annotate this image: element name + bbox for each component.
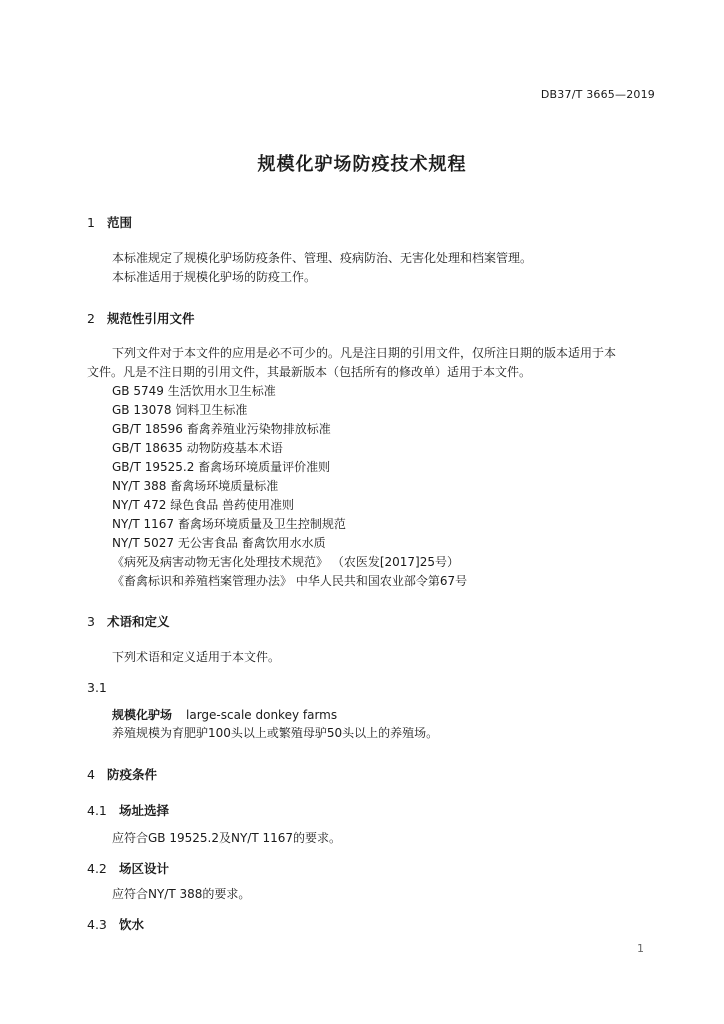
reference-item: GB/T 18596 畜禽养殖业污染物排放标准 (112, 422, 331, 436)
reference-item: 《畜禽标识和养殖档案管理办法》 中华人民共和国农业部令第67号 (112, 574, 468, 588)
section-number: 2 (87, 311, 95, 326)
subsection-4-2-text: 应符合NY/T 388的要求。 (112, 887, 251, 901)
section-title: 规范性引用文件 (107, 311, 195, 326)
section-1-paragraph-1: 本标准规定了规模化驴场防疫条件、管理、疫病防治、无害化处理和档案管理。 (112, 251, 533, 265)
page-number: 1 (637, 942, 644, 955)
reference-item: 《病死及病害动物无害化处理技术规范》 （农医发[2017]25号） (112, 555, 459, 569)
section-3-intro: 下列术语和定义适用于本文件。 (112, 650, 281, 664)
subsection-3-1-number (87, 680, 107, 695)
subsection-title: 场区设计 (119, 861, 170, 876)
section-3-heading (87, 612, 170, 630)
section-number: 4 (87, 767, 95, 782)
reference-item: NY/T 1167 畜禽场环境质量及卫生控制规范 (112, 517, 346, 531)
subsection-number: 4.3 (87, 917, 107, 932)
section-1-heading (87, 213, 132, 231)
section-number: 3 (87, 614, 95, 629)
reference-item: GB 5749 生活饮用水卫生标准 (112, 384, 276, 398)
reference-item: NY/T 472 绿色食品 兽药使用准则 (112, 498, 295, 512)
term-definition: 养殖规模为育肥驴100头以上或繁殖母驴50头以上的养殖场。 (112, 726, 439, 740)
subsection-number: 4.1 (87, 803, 107, 818)
subsection-4-1-heading (87, 801, 169, 819)
reference-item: GB 13078 饲料卫生标准 (112, 403, 248, 417)
subsection-number: 4.2 (87, 861, 107, 876)
reference-item: GB/T 19525.2 畜禽场环境质量评价准则 (112, 460, 331, 474)
section-4-heading (87, 765, 157, 783)
term-entry (112, 706, 337, 723)
section-number: 1 (87, 215, 95, 230)
subsection-4-3-heading (87, 915, 144, 933)
section-title: 范围 (107, 215, 133, 230)
section-2-heading (87, 309, 195, 327)
reference-item: GB/T 18635 动物防疫基本术语 (112, 441, 283, 455)
document-title: 规模化驴场防疫技术规程 (257, 154, 467, 175)
subsection-title: 场址选择 (119, 803, 170, 818)
term-chinese: 规模化驴场 (112, 708, 173, 722)
subsection-title: 饮水 (119, 917, 145, 932)
subsection-4-2-heading (87, 859, 169, 877)
standard-code: DB37/T 3665—2019 (540, 88, 655, 101)
reference-item: NY/T 388 畜禽场环境质量标准 (112, 479, 279, 493)
section-title: 防疫条件 (107, 767, 158, 782)
subsection-number: 3.1 (87, 680, 107, 695)
section-1-paragraph-2: 本标准适用于规模化驴场的防疫工作。 (112, 270, 317, 284)
section-title: 术语和定义 (107, 614, 170, 629)
section-2-intro-line-1: 下列文件对于本文件的应用是必不可少的。凡是注日期的引用文件，仅所注日期的版本适用于本 (112, 346, 617, 360)
section-2-intro-line-2: 文件。凡是不注日期的引用文件，其最新版本（包括所有的修改单）适用于本文件。 (87, 365, 532, 379)
reference-item: NY/T 5027 无公害食品 畜禽饮用水水质 (112, 536, 326, 550)
subsection-4-1-text: 应符合GB 19525.2及NY/T 1167的要求。 (112, 831, 342, 845)
term-english: large-scale donkey farms (186, 708, 338, 722)
